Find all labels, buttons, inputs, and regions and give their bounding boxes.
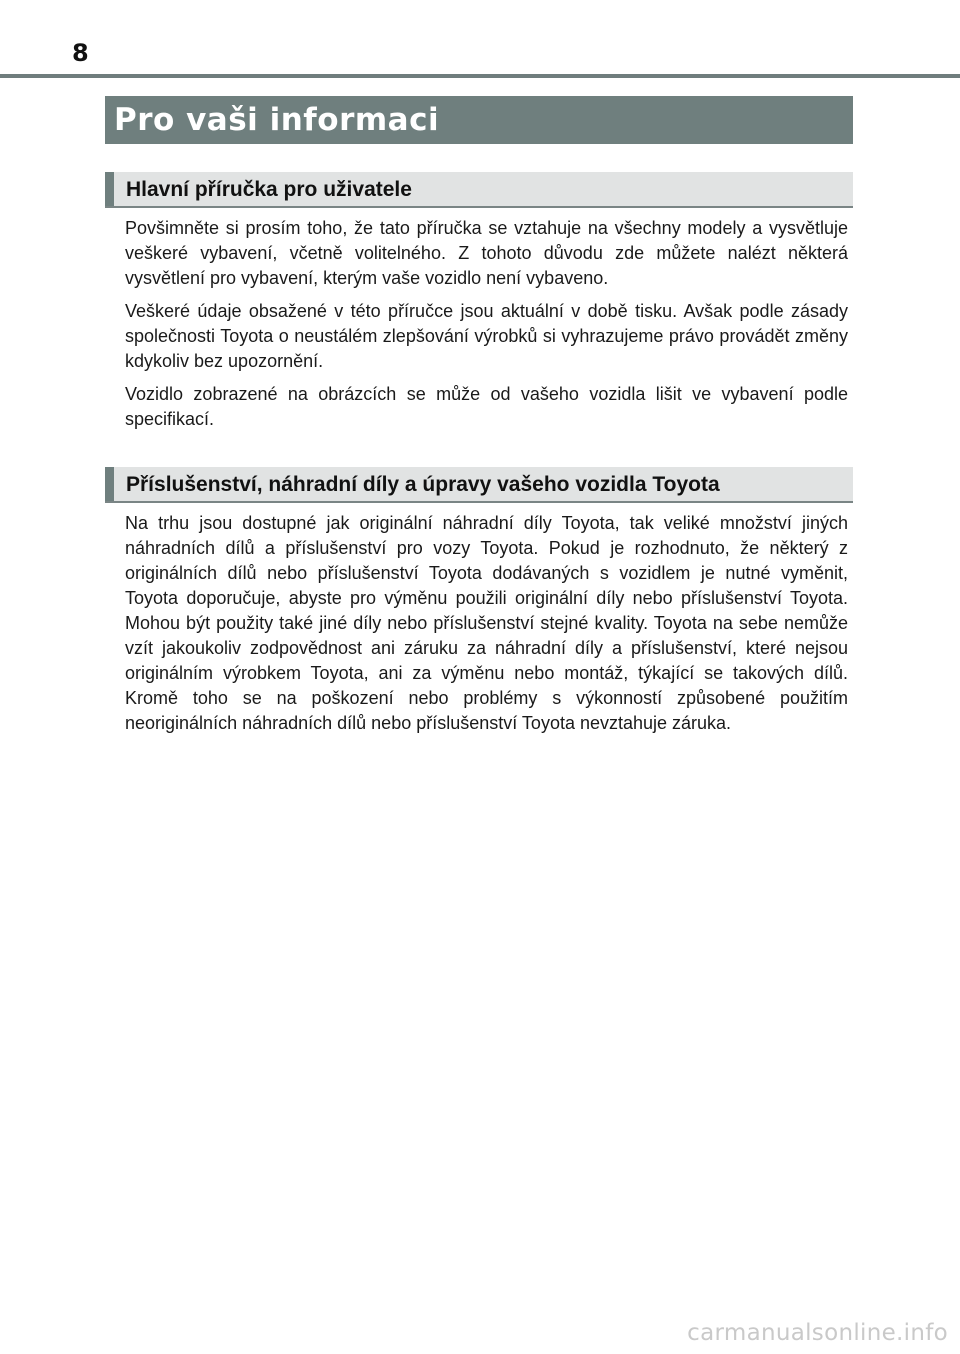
section-heading: Příslušenství, náhradní díly a úpravy vašeho vozidla Toyota bbox=[126, 473, 720, 496]
section-accessories bbox=[105, 467, 853, 744]
section-main-manual bbox=[105, 172, 853, 440]
section-header-accent bbox=[105, 467, 114, 501]
section-body bbox=[125, 208, 848, 432]
section-header bbox=[105, 172, 853, 208]
paragraph: Vozidlo zobrazené na obrázcích se může od vašeho vozidla lišit ve vybavení podle specifikací. bbox=[125, 384, 848, 429]
top-rule bbox=[0, 74, 960, 78]
watermark: carmanualsonline.info bbox=[687, 1320, 948, 1346]
section-header bbox=[105, 467, 853, 503]
chapter-title: Pro vaši informaci bbox=[114, 102, 440, 138]
paragraph: Veškeré údaje obsažené v této příručce jsou aktuální v době tisku. Avšak podle zásady společnosti Toyota o neustálém zlepšování výrobků si vyhrazujeme právo provádět změny kdykoliv bez upozornění. bbox=[125, 301, 848, 371]
section-header-accent bbox=[105, 172, 114, 206]
paragraph: Povšimněte si prosím toho, že tato příručka se vztahuje na všechny modely a vysvětluje veškeré vybavení, včetně volitelného. Z tohoto důvodu zde můžete nalézt některá vysvětlení pro vybavení, kterým vaše vozidlo není vybaveno. bbox=[125, 218, 848, 288]
section-heading: Hlavní příručka pro uživatele bbox=[126, 178, 412, 201]
section-body bbox=[125, 503, 848, 736]
paragraph: Na trhu jsou dostupné jak originální náhradní díly Toyota, tak veliké množství jiných náhradních dílů a příslušenství pro vozy Toyota. Pokud je rozhodnuto, že některý z originálních dílů nebo příslušenství Toyota dodávaných s vozidlem je nutné vyměnit, Toyota doporučuje, abyste pro výměnu použili originální díly nebo příslušenství Toyota. Mohou být použity také jiné díly nebo příslušenství stejné kvality. Toyota na sebe nemůže vzít jakoukoliv zodpovědnost ani záruku za náhradní díly a příslušenství, které nejsou originálním výrobkem Toyota, ani za výměnu nebo montáž, týkající se takových dílů. Kromě toho se na poškození nebo problémy s výkonností způsobené použitím neoriginálních náhradních dílů nebo příslušenství Toyota nevztahuje záruka. bbox=[125, 513, 848, 733]
page-number: 8 bbox=[72, 39, 89, 67]
